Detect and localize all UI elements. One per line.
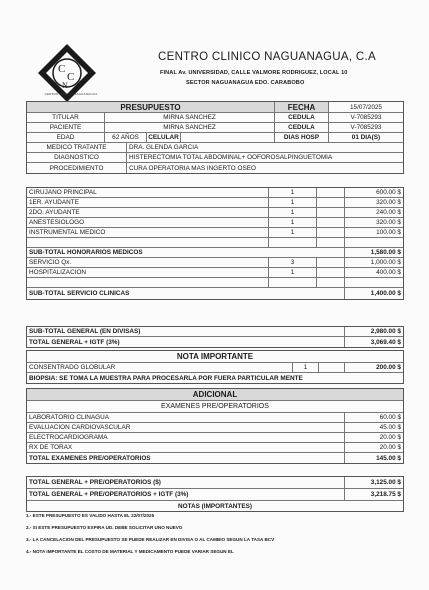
exam-amount: 20.00 $ <box>379 444 401 451</box>
table-row <box>27 228 403 238</box>
total-examenes-label: TOTAL EXAMENES PRE/OPERATORIOS <box>27 453 345 463</box>
titular-value: MIRNA SANCHEZ <box>105 113 275 122</box>
subtotal-servicio-amount: 1,400.00 $ <box>370 290 401 297</box>
procedimiento-value: CURA OPERATORIA MAS INGERTO OSEO <box>129 164 257 172</box>
item-label: INSTRUMENTAL MEDICO <box>27 228 269 237</box>
celular-value <box>181 133 275 142</box>
table-row <box>27 218 403 228</box>
notas-title: NOTAS (IMPORTANTES) <box>178 502 252 510</box>
subtotal-general-row <box>27 327 403 337</box>
item-amount: 400.00 $ <box>376 269 401 276</box>
cedula-label-2: CEDULA <box>275 123 329 132</box>
table-row <box>27 413 403 423</box>
list-item: 1.- ESTE PRESUPUESTO ES VALIDO HASTA EL 22/07/2025 <box>26 513 155 518</box>
item-qty: 1 <box>269 208 317 217</box>
subtotal-honorarios-label: SUB-TOTAL HONORARIOS MEDICOS <box>27 248 345 257</box>
total-examenes-row <box>27 453 403 463</box>
biopsia-note: BIOPSIA: SE TOMA LA MUESTRA PARA PROCESARLA POR FUERA PARTICULAR MENTE <box>29 374 303 382</box>
total-pre-label: TOTAL GENERAL + PRE/OPERATORIOS ($) <box>27 477 345 488</box>
table-row <box>27 188 403 198</box>
fecha-label: FECHA <box>275 102 329 112</box>
dias-value: 01 DIA(S) <box>351 134 381 141</box>
cedula-paciente: V-7085293 <box>350 124 382 131</box>
list-item: 2.- SI ESTE PRESUPUESTO EXPIRA UD. DEBE SOLICITAR UNO NUEVO <box>26 525 183 530</box>
table-row <box>27 268 403 278</box>
total-examenes-amount: 145.00 $ <box>376 454 401 462</box>
item-label: CIRUJANO PRINCIPAL <box>27 188 269 197</box>
celular-label: CELULAR <box>147 133 181 142</box>
nota-importante-title: NOTA IMPORTANTE <box>176 352 254 361</box>
table-row <box>27 238 403 248</box>
adicional-title: ADICIONAL <box>27 389 403 400</box>
edad-value: 62 AÑOS <box>105 133 147 142</box>
item-amount: 100.00 $ <box>376 229 401 236</box>
item-label: HOSPITALIZACION <box>27 268 269 277</box>
item-qty: 1 <box>269 198 317 207</box>
subtotal-servicio-label: SUB-TOTAL SERVICIO CLINICAS <box>27 288 345 299</box>
item-qty: 1 <box>269 188 317 197</box>
subtotal-honorarios-row <box>27 248 403 258</box>
notas-list <box>26 510 404 558</box>
total-general-row <box>27 337 403 347</box>
item-amount: 320.00 $ <box>376 219 401 226</box>
item-qty: 3 <box>269 258 317 267</box>
honorarios-table <box>26 187 404 300</box>
item-qty: 1 <box>269 228 317 237</box>
final-totals-table <box>26 476 404 512</box>
consentrado-qty: 1 <box>293 363 319 372</box>
examenes-subtitle: EXAMENES PRE/OPERATORIOS <box>161 403 269 410</box>
total-pre-amount: 3,125.00 $ <box>370 479 401 486</box>
totals-table <box>26 326 404 348</box>
item-amount: 240.00 $ <box>376 209 401 216</box>
svg-text:N: N <box>62 81 68 90</box>
item-qty: 1 <box>269 218 317 227</box>
consentrado-label: CONSENTRADO GLOBULAR <box>27 363 293 372</box>
edad-label: EDAD <box>27 133 105 142</box>
exam-label: EVALUACION CARDIOVASCULAR <box>27 423 345 432</box>
svg-text:C: C <box>67 71 75 83</box>
item-amount: 1,000.00 $ <box>370 259 401 266</box>
item-label: ANESTESIOLOGO <box>27 218 269 227</box>
subtotal-general-label: SUB-TOTAL GENERAL (EN DIVISAS) <box>27 327 345 336</box>
presupuesto-title: PRESUPUESTO <box>27 102 275 112</box>
diagnostico-value: HISTERECTOMIA TOTAL ABDOMINAL+ OOFOROSALPINGUETOMIA <box>129 154 333 161</box>
fecha-value: 15/07/2025 <box>350 103 382 111</box>
total-pre-igtf-label: TOTAL GENERAL + PRE/OPERATORIOS + IGTF (3%) <box>27 489 345 500</box>
medico-value: DRA. GLENDA GARCIA <box>129 144 199 151</box>
list-item: 3.- LA CANCELACION DEL PRESUPUESTO SE PUEDE REALIZAR EN DIVISA O AL CAMBIO SEGUN LA TASA BCV <box>26 537 275 542</box>
item-label: SERVICIO Qx. <box>27 258 269 267</box>
procedimiento-label: PROCEDIMIENTO <box>27 163 127 173</box>
cedula-label: CEDULA <box>275 113 329 122</box>
total-general-amount: 3,069.40 $ <box>370 338 401 346</box>
cedula-titular: V-7085293 <box>350 114 382 121</box>
item-label: 1ER. AYUDANTE <box>27 198 269 207</box>
table-row <box>27 423 403 433</box>
exam-label: LABORATORIO CLINAGUA <box>27 413 345 422</box>
medico-label: MEDICO TRATANTE <box>27 143 127 152</box>
titular-label: TITULAR <box>27 113 105 122</box>
exam-label: RX DE TORAX <box>27 443 345 452</box>
table-row <box>27 258 403 268</box>
address-line-1: FINAL Av. UNIVERSIDAD, CALLE VALMORE RODRIGUEZ, LOCAL 10 <box>160 70 348 76</box>
table-row <box>27 208 403 218</box>
exam-amount: 45.00 $ <box>379 424 401 431</box>
item-qty: 1 <box>269 268 317 277</box>
nota-importante-table <box>26 350 404 384</box>
diagnostico-label: DIAGNOSTICO <box>27 153 127 162</box>
logo-caption: CENTRO CLINICO NAGUANAGUA <box>44 92 98 96</box>
subtotal-servicio-row <box>27 288 403 299</box>
table-row <box>27 278 403 288</box>
consentrado-amount: 200.00 $ <box>376 364 401 371</box>
paciente-label: PACIENTE <box>27 123 105 132</box>
table-row <box>27 198 403 208</box>
paciente-value: MIRNA SANCHEZ <box>105 123 275 132</box>
dias-label: DIAS HOSP <box>275 133 329 142</box>
exam-label: ELECTROCARDIOGRAMA <box>27 433 345 442</box>
item-amount: 320.00 $ <box>376 199 401 206</box>
svg-text:C: C <box>58 63 66 75</box>
adicional-table <box>26 388 404 464</box>
exam-amount: 20.00 $ <box>379 434 401 441</box>
subtotal-general-amount: 2,980.00 $ <box>370 328 401 335</box>
patient-info-table <box>26 101 404 174</box>
item-label: 2DO. AYUDANTE <box>27 208 269 217</box>
item-amount: 600.00 $ <box>376 189 401 196</box>
clinic-name: CENTRO CLINICO NAGUANAGUA, C.A <box>158 51 376 63</box>
subtotal-honorarios-amount: 1,580.00 $ <box>370 249 401 256</box>
table-row <box>27 443 403 453</box>
exam-amount: 60.00 $ <box>379 414 401 421</box>
address-line-2: SECTOR NAGUANAGUA EDO. CARABOBO <box>186 80 305 86</box>
total-general-label: TOTAL GENERAL + IGTF (3%) <box>27 337 345 347</box>
table-row <box>27 433 403 443</box>
total-pre-igtf-amount: 3,218.75 $ <box>370 491 401 498</box>
list-item: 4.- NOTA IMPORTANTE EL COSTO DE MATERIAL Y MEDICAMENTO PUEDE VARIAR SEGUN EL <box>26 549 234 554</box>
